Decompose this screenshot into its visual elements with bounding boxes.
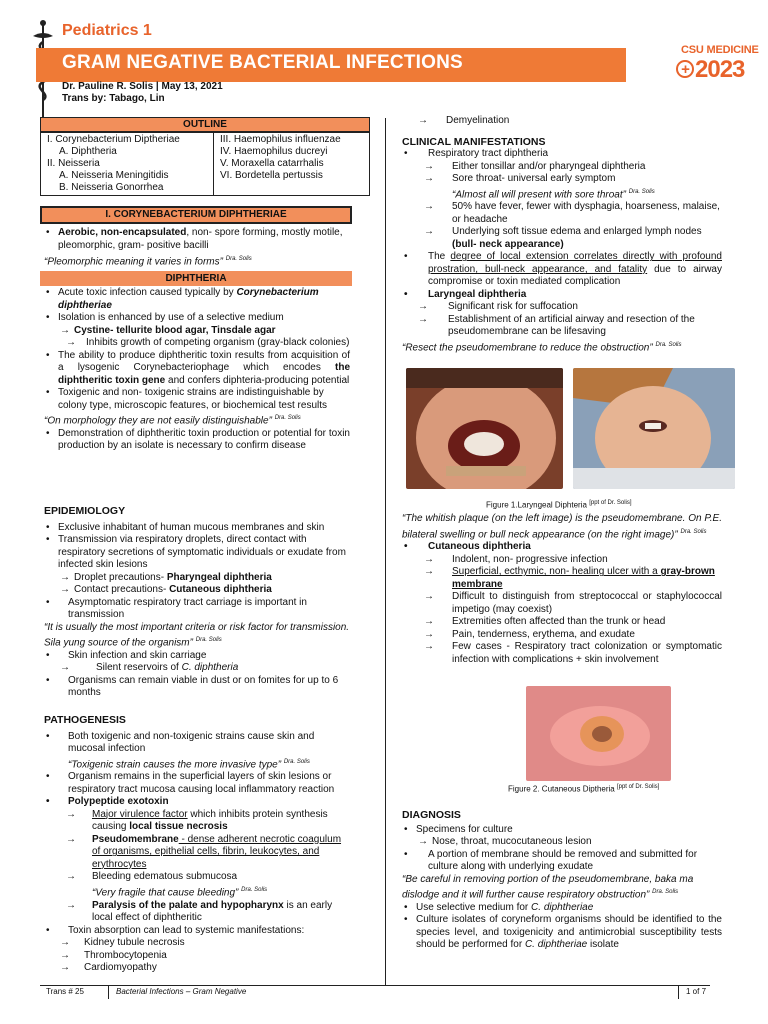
bull-neck-photo-right [573, 368, 735, 489]
logo-year: + 2023 [676, 56, 744, 84]
left-column: • Aerobic, non-encapsulated, non- spore forming, mostly motile, pleomorphic, gram- positive bacilli “Pleomorphic meaning it varies in forms” $^{Dra. Solis}$ [44, 227, 350, 269]
column-divider [385, 118, 386, 986]
epidemiology-heading: EPIDEMIOLOGY [44, 505, 126, 517]
outline-title: OUTLINE [40, 117, 370, 132]
diphtheria-content: • Acute toxic infection caused typically by Corynebacterium diphtheriae • Isolation is enhanced by use of a selective medium → Cystine- tellurite blood agar, Tinsdale agar → Inhibits growth of competing organism (gray-black colonies) • The ability to produce diphtheritic toxin results from acquisition of a lysogenic Corynebacteriophage which encodes the diphtheritic toxin gene and confers diphteria-producing potential • Toxigenic and non- toxigenic strains are indistinguishable by colony type, microscopic features, or biochemical test results “On morphology they are not easily distinguishable” $^{Dra. Solis}$ • Demonstration of diphtheritic toxin production or potential for toxin production by an isolate is necessary to confirm disease [44, 287, 350, 453]
logo-text: CSU MEDICINE [681, 44, 759, 56]
outline-table: I. Corynebacterium Diptheriae A. Diphtheria II. Neisseria A. Neisseria Meningitidis B. Neisseria Gonorrhea III. Haemophilus influenzae IV. Haemophilus ducreyi V. Moraxella catarrhalis VI. Bordetella pertussis [40, 132, 370, 196]
section-heading-coryne: I. CORYNEBACTERIUM DIPHTHERIAE [40, 206, 352, 224]
diagnosis-content: DIAGNOSIS • Specimens for culture → Nose, throat, mucocutaneous lesion • A portion of membrane should be removed and submitted for culture along with underlying exudate “Be careful in removing portion of the pseudomembrane, baka ma dislodge and it will further cause respiratory obstruction” $^{Dra. Solis}$ • Use selective medium for C. diphtheriae • Culture isolates of coryneform organisms should be identified to the species level, and toxigenicity and antimicrobial susceptibility tests should be performed for C. diphtheriae isolate [402, 809, 722, 952]
figure1-caption: Figure 1.Laryngeal Diphteria [ppt of Dr. Solis] [486, 500, 632, 510]
subject-label: Pediatrics 1 [62, 22, 152, 39]
figure2-caption: Figure 2. Cutaneous Diptheria [ppt of Dr. Solis] [508, 784, 660, 794]
author-line: Dr. Pauline R. Solis | May 13, 2021 [62, 81, 223, 92]
footer-trans: Trans # 25 [46, 987, 84, 996]
author-info [62, 81, 223, 105]
right-column-top: → Demyelination CLINICAL MANIFESTATIONS • Respiratory tract diphtheria → Either tonsillar and/or pharyngeal diphtheria → Sore throat- universal early symptom “Almost all will present with sore throat” $^{Dra. Solis}$ → 50% have fever, fewer with dysphagia, hoarseness, malaise, or headache → Underlying soft tissue edema and enlarged lymph nodes (bull- neck appearance) • The degree of local extension correlates directly with profound prostration, bull-neck appearance, and fatality due to airway compromise or toxin mediated complication • Laryngeal diphtheria → Significant risk for suffocation → Establishment of an artificial airway and resection of the pseudomembrane can be lifesaving “Resect the pseudomembrane to reduce the obstruction” $^{Dra. Solis}$ [402, 115, 722, 355]
footer-page: 1 of 7 [686, 987, 707, 996]
laryngeal-diphtheria-photo-left [406, 368, 563, 489]
footer-topic: Bacterial Infections – Gram Negative [116, 987, 247, 996]
right-column-middle: “The whitish plaque (on the left image) is the pseudomembrane. On P.E. bilateral swelling or bull neck appearance (on the right image)” $^{Dra. Solis}$ • Cutaneous diphtheria → Indolent, non- progressive infection → Superficial, ecthymic, non- healing ulcer with a gray-brown membrane → Difficult to distinguish from streptococcal or staphylococcal impetigo (may coexist) → Extremities often affected than the trunk or head → Pain, tenderness, erythema, and exudate → Few cases - Respiratory tract colonization or symptomatic infection with complications + skin involvement [402, 513, 722, 666]
trans-by-line: Trans by: Tabago, Lin [62, 93, 165, 104]
plus-circle-icon: + [676, 60, 694, 78]
cutaneous-diphtheria-photo [526, 686, 671, 781]
section-heading-diphtheria: DIPHTHERIA [40, 271, 352, 286]
page-title: GRAM NEGATIVE BACTERIAL INFECTIONS [62, 52, 463, 73]
diagnosis-heading: DIAGNOSIS [402, 809, 461, 821]
clinical-heading: CLINICAL MANIFESTATIONS [402, 135, 546, 148]
pathogenesis-heading: PATHOGENESIS [44, 714, 126, 726]
pathogenesis-content: PATHOGENESIS • Both toxigenic and non-toxigenic strains cause skin and mucosal infection “Toxigenic strain causes the more invasive type” $^{Dra. Solis}$ • Organism remains in the superficial layers of skin lesions or respiratory tract mucosa causing local inflammatory reaction • Polypeptide exotoxin → Major virulence factor which inhibits protein synthesis causing local tissue necrosis → Pseudomembrane - dense adherent necrotic coagulum of organisms, epithelial cells, fibrin, leukocytes, and erythrocytes → Bleeding edematous submucosa “Very fragile that cause bleeding” $^{Dra. Solis}$ → Paralysis of the palate and hypopharynx is an early local effect of diphtheritic • Toxin absorption can lead to systemic manifestations: → Kidney tubule necrosis → Thrombocytopenia → Cardiomyopathy [44, 714, 350, 975]
page-footer [40, 985, 710, 998]
epidemiology-content: EPIDEMIOLOGY • Exclusive inhabitant of human mucous membranes and skin • Transmission via respiratory droplets, direct contact with respiratory secretions of symptomatic individuals or exudate from infected skin lesions → Droplet precautions- Pharyngeal diphtheria → Contact precautions- Cutaneous diphtheria • Asymptomatic respiratory tract carriage is important in transmission “It is usually the most important criteria or risk factor for transmission. Sila yung source of the organism” $^{Dra. Solis}$ • Skin infection and skin carriage → Silent reservoirs of C. diphtheria • Organisms can remain viable in dust or on fomites for up to 6 months [44, 505, 350, 700]
